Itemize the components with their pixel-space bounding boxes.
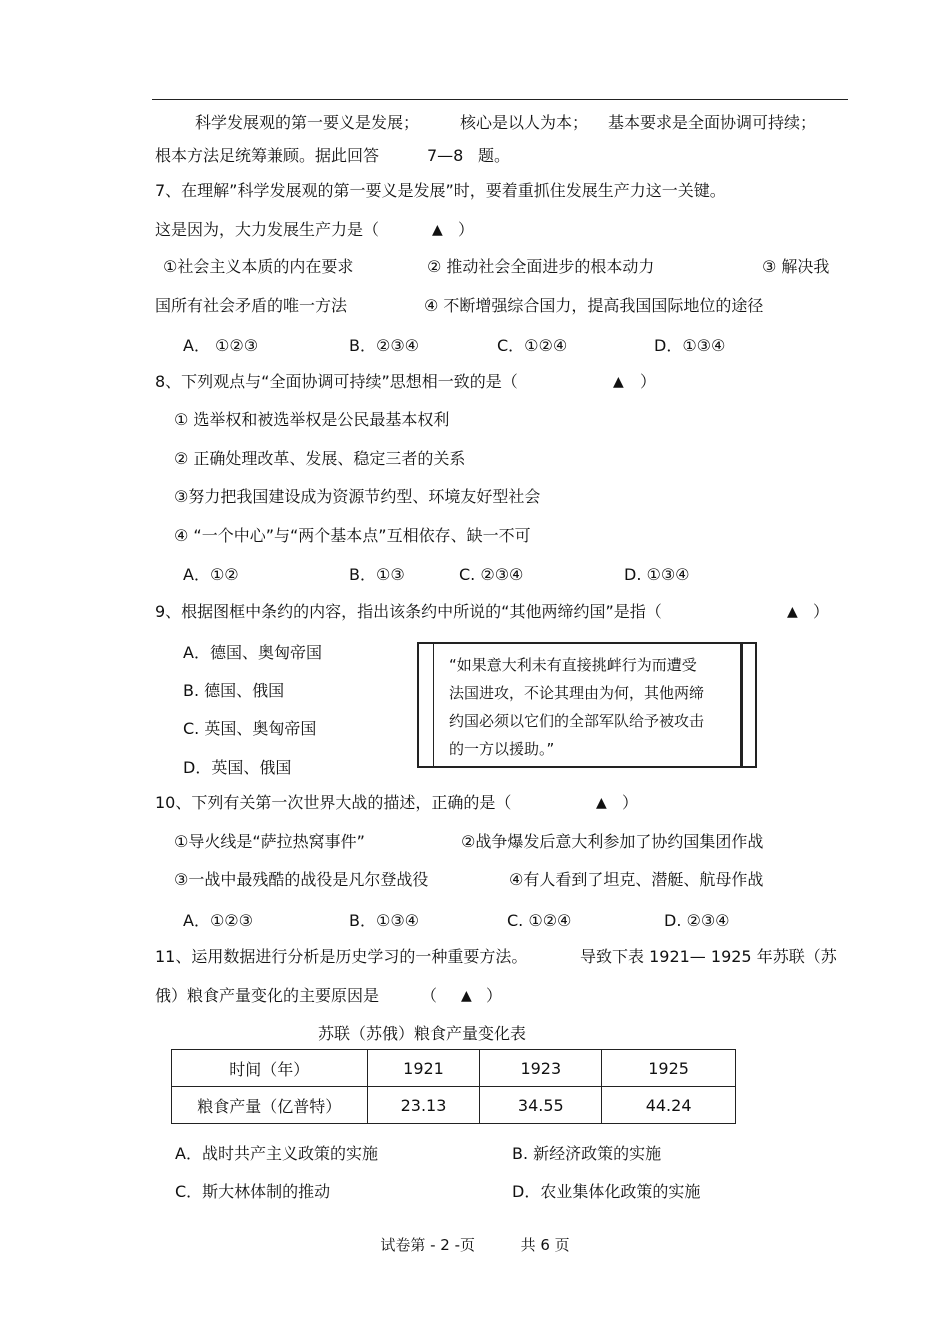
header-rule — [152, 99, 848, 100]
page-number: 试卷第 - 2 -页 — [380, 1236, 476, 1254]
quote-line: “如果意大利未有直接挑衅行为而遭受 — [449, 656, 697, 674]
quote-border-left — [433, 644, 434, 766]
q10-item-3: ③一战中最残酷的战役是凡尔登战役 — [174, 870, 429, 889]
q10-option-d: D. ②③④ — [664, 911, 730, 930]
q10-option-c: C. ①②④ — [507, 911, 572, 930]
q10-option-a: A．①②③ — [183, 911, 253, 930]
q9-option-c: C. 英国、奥匈帝国 — [183, 719, 317, 738]
treaty-quote-box — [417, 642, 757, 768]
q8-option-a: A．①② — [183, 565, 239, 584]
q11-stem-2: 俄）粮食产量变化的主要原因是 — [155, 986, 380, 1005]
q9-option-a: A．德国、奥匈帝国 — [183, 643, 322, 662]
answer-mark: ▲ — [613, 374, 624, 390]
q11-option-b: B. 新经济政策的实施 — [512, 1144, 662, 1163]
q11-open: （ — [421, 986, 438, 1005]
intro-line2-b: 7—8 — [427, 146, 464, 165]
q7-option-d: D．①③④ — [654, 336, 726, 355]
table-header-cell: 1925 — [602, 1050, 736, 1087]
page-footer — [0, 1234, 950, 1255]
intro-line1-a: 科学发展观的第一要义是发展； — [195, 113, 420, 132]
answer-mark: ▲ — [596, 795, 607, 811]
q9-option-d: D．英国、俄国 — [183, 758, 292, 777]
quote-line: 法国进攻，不论其理由为何，其他两缔 — [449, 684, 705, 702]
q7-stem-2: 这是因为，大力发展生产力是（ — [155, 220, 380, 239]
table-title: 苏联（苏俄）粮食产量变化表 — [318, 1024, 527, 1043]
q9-option-b: B. 德国、俄国 — [183, 681, 285, 700]
q8-item-4: ④ “一个中心”与“两个基本点”互相依存、缺一不可 — [174, 526, 531, 545]
q10-item-1: ①导火线是“萨拉热窝事件” — [174, 832, 365, 851]
q7-option-a: A． ①②③ — [183, 336, 259, 355]
q9-close: ） — [813, 602, 830, 621]
q11-close: ） — [486, 986, 503, 1005]
answer-mark: ▲ — [787, 604, 798, 620]
q11-option-d: D．农业集体化政策的实施 — [512, 1182, 701, 1201]
table-header-cell: 1923 — [480, 1050, 602, 1087]
q10-close: ） — [622, 793, 639, 812]
intro-line1-c: 基本要求是全面协调可持续； — [608, 113, 817, 132]
grain-output-table — [171, 1049, 736, 1124]
q8-option-d: D. ①③④ — [624, 565, 690, 584]
q8-option-c: C. ②③④ — [459, 565, 524, 584]
page-total: 共 6 页 — [520, 1236, 570, 1254]
q7-item-2: ② 推动社会全面进步的根本动力 — [427, 257, 655, 276]
intro-line2-c: 题。 — [478, 146, 511, 165]
q7-option-b: B．②③④ — [349, 336, 420, 355]
q7-stem-1: 7、在理解”科学发展观的第一要义是发展”时，要着重抓住发展生产力这一关键。 — [155, 181, 726, 200]
q10-option-b: B．①③④ — [349, 911, 420, 930]
q11-option-a: A．战时共产主义政策的实施 — [175, 1144, 378, 1163]
q11-option-c: C．斯大林体制的推动 — [175, 1182, 331, 1201]
q8-item-1: ① 选举权和被选举权是公民最基本权利 — [174, 410, 450, 429]
q7-item-3: ③ 解决我 — [762, 257, 830, 276]
quote-line: 约国必须以它们的全部军队给予被攻击 — [449, 712, 705, 730]
q7-option-c: C．①②④ — [497, 336, 568, 355]
table-header-row — [172, 1050, 736, 1087]
q11-stem-1b: 导致下表 1921— 1925 年苏联（苏 — [580, 947, 837, 966]
table-header-cell: 时间（年） — [172, 1050, 368, 1087]
q8-close: ） — [640, 372, 657, 391]
table-cell: 23.13 — [367, 1087, 480, 1124]
table-header-cell: 1921 — [367, 1050, 480, 1087]
q7-item-4: ④ 不断增强综合国力，提高我国国际地位的途径 — [424, 296, 764, 315]
quote-border-right — [740, 644, 743, 766]
quote-line: 的一方以援助。” — [449, 740, 555, 758]
q8-option-b: B．①③ — [349, 565, 405, 584]
intro-line2-a: 根本方法足统筹兼顾。据此回答 — [155, 146, 380, 165]
q8-item-3: ③努力把我国建设成为资源节约型、环境友好型社会 — [174, 487, 541, 506]
table-row — [172, 1087, 736, 1124]
table-cell: 44.24 — [602, 1087, 736, 1124]
q10-item-2: ②战争爆发后意大利参加了协约国集团作战 — [461, 832, 764, 851]
answer-mark: ▲ — [461, 988, 472, 1004]
intro-line1-b: 核心是以人为本； — [460, 113, 589, 132]
table-cell: 34.55 — [480, 1087, 602, 1124]
q7-item-1: ①社会主义本质的内在要求 — [163, 257, 354, 276]
answer-mark: ▲ — [432, 222, 443, 238]
q8-stem: 8、下列观点与“全面协调可持续”思想相一致的是（ — [155, 372, 518, 391]
q7-item-3-cont: 国所有社会矛盾的唯一方法 — [155, 296, 348, 315]
q9-stem: 9、根据图框中条约的内容，指出该条约中所说的“其他两缔约国”是指（ — [155, 602, 662, 621]
q10-item-4: ④有人看到了坦克、潜艇、航母作战 — [509, 870, 764, 889]
q8-item-2: ② 正确处理改革、发展、稳定三者的关系 — [174, 449, 466, 468]
q7-close: ） — [458, 220, 475, 239]
q11-stem-1a: 11、运用数据进行分析是历史学习的一种重要方法。 — [155, 947, 528, 966]
table-cell: 粮食产量（亿普特） — [172, 1087, 368, 1124]
q10-stem: 10、下列有关第一次世界大战的描述，正确的是（ — [155, 793, 512, 812]
